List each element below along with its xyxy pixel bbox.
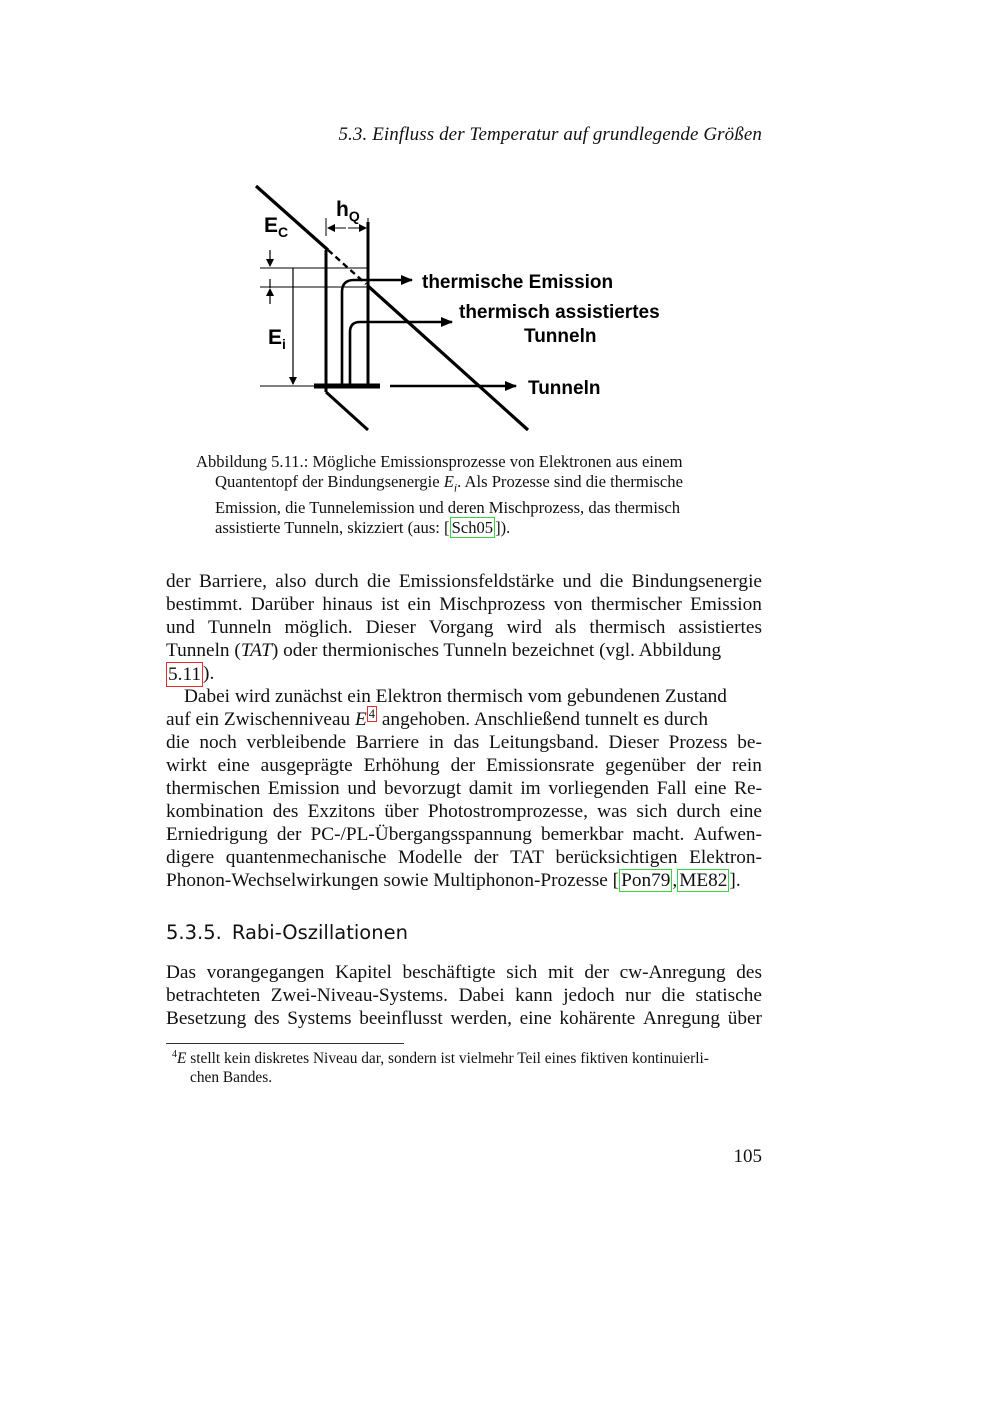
para2-text-9b: ]. <box>729 870 741 891</box>
section-heading <box>166 921 408 944</box>
para2-line-3: die noch verbleibende Barriere in das Leitungsband. Dieser Prozess be- <box>166 732 762 753</box>
para1-line-2: bestimmt. Darüber hinaus ist ein Mischprozess von thermischer Emission <box>166 594 762 615</box>
caption-math-sub: i <box>453 481 458 495</box>
figure-emission-processes <box>250 180 680 436</box>
para3-line-2: betrachteten Zwei-Niveau-Systems. Dabei kann jedoch nur die statische <box>166 985 762 1006</box>
section-title: Rabi-Oszillationen <box>231 921 408 944</box>
para2-math-e: E <box>355 709 367 730</box>
emission-diagram <box>250 180 680 436</box>
caption-text-4a: assistierte Tunneln, skizziert (aus: [ <box>215 518 450 538</box>
citation-link-me82[interactable]: ME82 <box>679 870 728 891</box>
para2-line-9 <box>166 869 762 892</box>
para2-line-6: kombination des Exzitons über Photostromprozesse, was sich durch eine <box>166 801 762 822</box>
para2-text-2a: auf ein Zwischenniveau <box>166 709 351 730</box>
tunneling-label: Tunneln <box>528 378 601 399</box>
para2-text-9a: Phonon-Wechselwirkungen sowie Multiphonon-Prozesse [ <box>166 870 620 891</box>
para2-line-5: thermischen Emission und bevorzugt damit im vorliegenden Fall eine Re- <box>166 778 762 799</box>
caption-text-2b: . Als Prozesse sind die thermische <box>457 472 683 491</box>
ei-label: $E_i$ <box>268 326 286 352</box>
figure-caption <box>196 452 736 538</box>
footnote-line-2: chen Bandes. <box>190 1069 273 1086</box>
footnote-line-1 <box>172 1049 762 1068</box>
para1-text-4b: ) oder thermionisches Tunneln bezeichnet (vgl. Abbildung <box>271 640 722 661</box>
thermal-emission-label: thermische Emission <box>422 272 614 293</box>
para2-line-1: Dabei wird zunächst ein Elektron thermisch vom gebundenen Zustand <box>184 686 727 707</box>
caption-line-1 <box>196 452 736 472</box>
caption-text-1: Mögliche Emissionsprozesse von Elektronen aus einem <box>312 452 683 471</box>
footnote-rule <box>166 1043 404 1044</box>
footnote-mark: 4 <box>172 1048 177 1060</box>
para1-line-4 <box>166 639 762 662</box>
caption-text-4b: ]). <box>495 518 511 538</box>
figure-link-5-11[interactable]: 5.11 <box>168 664 202 685</box>
hq-label: $h_Q$ <box>336 198 360 224</box>
para3-line-3: Besetzung des Systems beeinflusst werden, eine kohärente Anregung über <box>166 1008 762 1029</box>
para1-line-5 <box>166 662 762 687</box>
running-head: 5.3. Einfluss der Temperatur auf grundlegende Größen <box>338 124 762 145</box>
paragraph-3 <box>166 961 762 1030</box>
para2-line-4: wirkt eine ausgeprägte Erhöhung der Emissionsrate gegenüber der rein <box>166 755 762 776</box>
caption-label: Abbildung 5.11.: <box>196 452 309 471</box>
para1-text-4a: Tunneln ( <box>166 640 241 661</box>
page-number: 105 <box>733 1146 762 1167</box>
footnote-text-1: stellt kein diskretes Niveau dar, sondern ist vielmehr Teil eines fiktiven kontinuierli- <box>190 1050 709 1067</box>
footnote-math-e: E <box>177 1050 187 1067</box>
para1-text-5: ). <box>203 663 215 684</box>
para3-line-1: Das vorangegangen Kapitel beschäftigte sich mit der cw-Anregung des <box>166 962 762 983</box>
citation-link-pon79[interactable]: Pon79 <box>621 870 671 891</box>
para2-sep: , <box>672 870 678 891</box>
caption-text-2a: Quantentopf der Bindungsenergie <box>215 472 440 491</box>
para1-tat-italic: TAT <box>240 640 272 661</box>
caption-math-ei: E <box>443 472 454 491</box>
para1-line-1: der Barriere, also durch die Emissionsfeldstärke und die Bindungsenergie <box>166 571 762 592</box>
tat-label-line2: Tunneln <box>524 326 597 347</box>
paragraph-1 <box>166 570 762 687</box>
caption-line-3: Emission, die Tunnelemission und deren Mischprozess, das thermisch <box>215 498 681 518</box>
ec-label: $E_C$ <box>264 214 289 240</box>
para2-line-8: digere quantenmechanische Modelle der TAT berücksichtigen Elektron- <box>166 847 762 868</box>
footnote-link-4[interactable]: 4 <box>368 706 376 721</box>
well-bottom-slope <box>326 392 368 430</box>
tat-label-line1: thermisch assistiertes <box>459 302 660 323</box>
para1-line-3: und Tunneln möglich. Dieser Vorgang wird als thermisch assistiertes <box>166 617 762 638</box>
tat-path <box>350 322 452 386</box>
citation-link-sch05[interactable]: Sch05 <box>451 518 494 538</box>
para2-text-2b: angehoben. Anschließend tunnelt es durch <box>381 709 708 730</box>
para2-line-2 <box>166 708 762 731</box>
section-number: 5.3.5. <box>166 921 222 944</box>
paragraph-2 <box>166 685 762 892</box>
footnote-4 <box>172 1049 762 1087</box>
para2-line-7: Erniedrigung der PC-/PL-Übergangsspannung bemerkbar macht. Aufwen- <box>166 824 762 845</box>
caption-line-4 <box>196 518 736 538</box>
caption-line-2 <box>196 472 736 498</box>
